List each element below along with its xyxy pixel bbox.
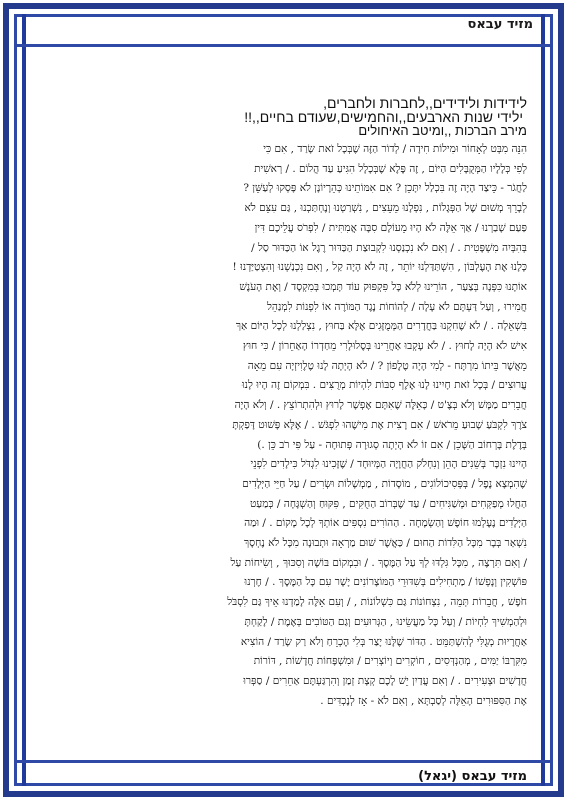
- poem-line: / וְאִם תִּרְצֶה , מִכָּל גִּלְדּוּ לְךָ עַל הַמֶּסֶךְ . / וּבִמְקוֹם בּוֹשָׁה וְסִכּוּךְ , וְשִׂיחוֹת עַל: [230, 556, 527, 569]
- poem-body: [41, 140, 527, 711]
- poem-line: חֹפֶשׁ , חֲבֵרוֹת תְּמֵה , נִצְחוֹנוֹת גַּם כִּשְׁלוֹנוֹת , / וְעִם אֵלֶּה לָמַדְנוּ אֵיךְ גַּם לִסְבֹּל: [227, 596, 527, 609]
- poem-line: כָּלָנוּ אֶת הָעֶלְבּוֹן , הִשְׁתַּדַּלְנוּ יוֹתֵר , זֶה לֹא הָיָה קַל , וְאִם נִכְנַשְׁנוּ וְהִצְטַיַּדְנוּ !: [232, 261, 527, 274]
- poem-line: בְּהִבְּיִה מִשְׁפָּטִית . / וְאִם לֹא נִכְנַסְנוּ לִקְבוּצַת הַכַּדּוּר רֶגֶל אוֹ הַכַּדּוּר סַל /: [251, 241, 527, 254]
- intro-line-2: ילידי שנות הארבעים,,והחמישים,שעודם בחיים,,!!: [244, 109, 523, 125]
- poem-line: הָיִינוּ נִזְכָּר בְּשֵׁנִים הָהֵן וְנִחְלֹק הַחֲוָיָה הַמְּיוּחָד / שֶׁזָּכִינוּ לִגְדֹּל כִּילָדִים לִפְנֵי: [250, 458, 527, 471]
- header-author-name: מזיד עבאס: [467, 17, 533, 32]
- poem-line: בִּשְׁאֵלָה . / לֹא שֶׁחִקְנוּ בַּחֲדָרִים הַמְּמֻזָּגִים אֶלָּא בַּחוּץ , נִצְלַלְנוּ לְכָל הַיּוֹם אַךְ: [235, 320, 527, 333]
- intro-line-1: לידידות ולידידים,,לחברות ולחברים,: [323, 95, 527, 111]
- poem-line: חֲמִירוּ , וְעַל דַּעְתָּם לֹא עָלָה / לְהוֹחוֹת נֶגֶד הַמּוֹרֶה אוֹ לִפְנוֹת לִמְנַהֵל: [267, 300, 527, 313]
- footer-separator-rule: [14, 760, 553, 763]
- poem-line: לְבָרֵךְ מְשׁוּם שֶׁל הַפְּגָלוֹת , נִפְלָנוּ מֵעֵצִים , נִשְׁרַטְנוּ וְנֶחְתַּכְנוּ , גַּם עִצֵּם לֹא: [244, 202, 527, 215]
- poem-line: פַּעַם שָׁבַרְנוּ / אַךְ אֵלֶּה לֹא הָיוּ מֵעוֹלָם סִבָּה אֲמִתִּית / לִפְרֹס עֲלֵיכֶם דִּין: [254, 221, 527, 234]
- poem-line: וּלְהַמְשִׁיךְ לִחְיוֹת / וְעַל כָּל מַעֲשֵׂינוּ , הַגְּרוּעִים וְגַם הַטּוֹבִים בְּאֶמֶת / לָקַחְתָּ: [244, 615, 527, 628]
- poem-line: נִשְׁאַר בְּבָר מִכָּל הַלִּדוֹת הַחוּם / כַּאֲשֶׁר שׁוּם מַרְאָה וּתְבוּנָה מִכָּל לֹא נֶחְסָךְ: [244, 537, 527, 550]
- intro-line-3: מירב הברכות ,,ומיטב האיחולים: [358, 123, 527, 138]
- poem-line: צֹרֶךְ לִקְבֹּעַ שָׁבוּעַ מֵרֹאשׁ / אִם רָצִית אֶת מִישֶׁהוּ לִפְגֹּשׁ . / אֶלָּא פָּשׁוּט דָּפַקְתָּ: [232, 418, 527, 431]
- right-border-rule: [541, 14, 545, 786]
- poem-line: הַחֲלוּ מְפַקְּחִים וּמְשַׁגִּיחִים / עַד שֶׁבְּרוֹב הַחֻקִּים , פִּקּוּחַ וְהַשְׁגָּחָה / כְּמַעַט: [249, 497, 527, 510]
- poem-line: פּוֹשְׁקִין וְנָפְשׁוֹ / מַתְחִילִים בְּשִׁדּוּרֵי הַמּוֹצָרוֹנִים יָשָׁר עִם כָּל הַמֶּסֶךְ . / חֶרְנוּ: [244, 576, 527, 589]
- poem-line: מֵאֲשֶׁר בֵּיתוֹ מִרְתָּח - לְמִי הָיָה טֶלֶפוֹן ? / לֹא הָיְתָה לָנוּ טֶלֶוִיזְיָה עִם מֵאָה: [247, 359, 527, 372]
- poem-line: חֲדָשִׁים וּצְעִירִים . / וְאִם עֲדַיִן יֵשׁ לָכֶם קְצָת זְמַן וְהִרְגַּעְתֶּם אַחֵרִים / סַפְּרוּ: [243, 674, 527, 687]
- poem-line: אוֹתָנוּ כִּפְּנָה בְּצַעַר , הוֹרֵינוּ לְלֹא כָּל פִּקְפּוּק עוֹד תָּמְכוּ בְּמִקְסָד / וְאֶת הָעֹנֶשׁ: [239, 280, 527, 293]
- poem-line: עֲרוּצִים / בְּכָל זֹאת חָיִינוּ לָנוּ אֶלֶף סִבּוֹת לִהְיוֹת מְרֻצִּים . בִּמְקוֹם זֶה הָיוּ לָנוּ: [241, 379, 527, 392]
- poem-line: אַחֲרָיוּת מְגֻלִּי לְהִשְׁתַּמֵּט . הַדּוֹר שֶׁלָּנוּ יָצַר בְּלִי הֶכְרֵחַ וְלֹא רַק שָׂרַד / הוֹצִיא: [240, 635, 527, 648]
- left-border-rule: [22, 14, 26, 786]
- poem-line: לַחֲגֹר - כֵּיצַד הָיָה זֶה בִּכְלַל יִתָּכֵן ? אִם אִמּוֹתֵינוּ כְּהֵרָיוֹנָן לֹא פָּסְקוּ לְעַשֵּׁן ?: [243, 182, 527, 195]
- poem-line: הַיְּלָדִים נֶעֶלְמוּ חוֹפֶשׁ וְהַשְׂמָחָה . הַהוֹרִים נִסְפִּים אוֹתְךָ לְכָל מָקוֹם . / וּמַה: [244, 517, 527, 530]
- poem-line: שֶׁהִמְצָא נֶפֶל / בְּפְּסִיכוֹלוֹגִים , מוֹסָדוֹת , מַמְשָׁלוֹת וּשְׂרִים / עַל חַיֵּי הַיְּלָדִים: [242, 477, 527, 490]
- poem-line: חֲבֵרִים מַמָּשׁ וְלֹא בְּצֶ'ט / כָּאֵלֶּה שֶׁאִתָּם אֶפְשָׁר לָרוּץ וּלְהִתְרוֹצֵץ . / וְלֹא הָיָה: [234, 399, 527, 412]
- header-separator-rule: [14, 44, 553, 47]
- poem-line: מִקִּרְבּוֹ יַמִּים , מְהַנְדְּסִים , חוֹקְרִים וְיוֹצְרִים / וּמִשְׁפָּחוֹת חֲדָשׁוֹת , דּוֹרוֹת: [253, 655, 527, 668]
- poem-line: לְפִי כְּלָלָיו הַמְּקֻבָּלִים הַיּוֹם , זֶה פֶּלֶא שֶׁבְּכָלָל הִגִּיעַ עַד הֲלוֹם . / רְאשִׁית: [254, 162, 527, 175]
- footer-signature: מזיד עבאס (יגאל): [418, 769, 527, 784]
- poem-line: הִנֵּה מִבְּט לְאָחוֹר וּמִילוֹת חִידָה / לְדוֹר הַזֶּה שֶׁבְּכָל זֹאת שָׂרַד , אִם כִּי: [263, 143, 527, 155]
- poem-line: אִישׁ לֹא הָיָה לָחוּץ . / לֹא עָקְבוּ אַחֲרֵינוּ בְּסֶלוּלָרִי מֵחַדְרוֹ הָאַחֵרוֹן / כִּי חוּץ: [242, 340, 527, 353]
- intro-greeting: [47, 96, 527, 138]
- poem-line: אֶת הַסִּפּוּרִים הָאֵלֶּה לְסַבְתָּא , וְאִם לֹא - אָז לְנֶכְדִּים .: [320, 694, 527, 707]
- poem-line: בְּדֶלֶת בָּרְחוֹב הַשָּׁכֵן / אִם זוֹ לֹא הָיְתָה סְגוּרָה פְּתוּחָה - עַל פִּי רֹב כֵּן .): [257, 438, 527, 451]
